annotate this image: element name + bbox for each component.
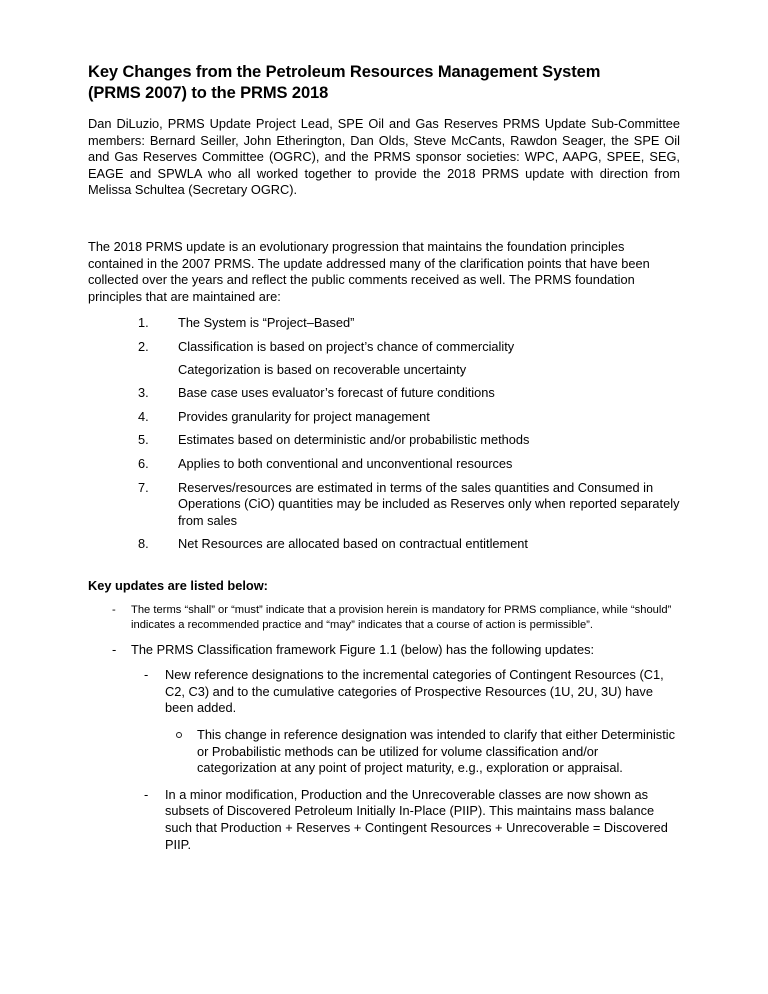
list-item-text: Base case uses evaluator’s forecast of future conditions xyxy=(178,385,495,401)
list-item xyxy=(88,385,680,402)
bullet-text: This change in reference designation was intended to clarify that either Deterministic or Probabilistic methods can be utilized for volume classification and/or categorization at any point of project maturity, e.g., exploration or appraisal. xyxy=(197,727,676,776)
list-item-text: Estimates based on deterministic and/or probabilistic methods xyxy=(178,432,530,448)
list-item-text: Reserves/resources are estimated in terms of the sales quantities and Consumed in Operations (CiO) quantities may be included as Reserves only when reported separately from sales xyxy=(178,479,680,528)
key-updates-heading: Key updates are listed below: xyxy=(88,577,268,593)
dash-bullet-icon: - xyxy=(112,641,117,657)
list-marker: 5. xyxy=(138,432,149,448)
list-item xyxy=(88,432,680,449)
circle-bullet-icon xyxy=(176,732,182,738)
list-item-text: Applies to both conventional and unconventional resources xyxy=(178,455,513,471)
list-item-text: The System is “Project–Based” xyxy=(178,315,355,331)
list-marker: 4. xyxy=(138,408,149,424)
key-updates-list xyxy=(88,603,680,853)
bullet-text: In a minor modification, Production and the Unrecoverable classes are now shown as subsets of Discovered Petroleum Initially In-Place (PIIP). This maintains mass balance such that Production + Reserves + Contingent Resources + Unrecoverable = Discovered PIIP. xyxy=(165,786,668,852)
list-marker: 6. xyxy=(138,455,149,471)
list-item-text: Classification is based on project’s chance of commerciality xyxy=(178,338,515,354)
list-item-text: Provides granularity for project management xyxy=(178,408,430,424)
credits-paragraph: Dan DiLuzio, PRMS Update Project Lead, SPE Oil and Gas Reserves PRMS Update Sub-Committee members: Bernard Seiller, John Etherington, Dan Olds, Steve McCants, Rawdon Seager, the SPE Oil and Gas Reserves Committee (OGRC), and the PRMS sponsor societies: WPC, AAPG, SPEE, SEG, EAGE and SPWLA who all worked together to provide the 2018 PRMS update with direction from Melissa Schultea (Secretary OGRC). xyxy=(88,116,680,198)
bullet-text: The PRMS Classification framework Figure 1.1 (below) has the following updates: xyxy=(131,641,595,657)
list-marker: 1. xyxy=(138,315,149,331)
list-item xyxy=(88,362,680,379)
intro-paragraph: The 2018 PRMS update is an evolutionary progression that maintains the foundation principles contained in the 2007 PRMS. The update addressed many of the clarification points that have been collected over the years and reflect the public comments received as well. The PRMS foundation principles that are maintained are: xyxy=(88,238,650,304)
list-item-text: Categorization is based on recoverable uncertainty xyxy=(178,361,467,377)
list-marker: 2. xyxy=(138,338,149,354)
bullet-text: New reference designations to the incremental categories of Contingent Resources (C1, C2, C3) and to the cumulative categories of Prospective Resources (1U, 2U, 3U) have been added. xyxy=(165,667,664,716)
list-item xyxy=(88,536,680,553)
list-marker: 7. xyxy=(138,479,149,495)
list-marker: 3. xyxy=(138,385,149,401)
bullet-new-reference-designations xyxy=(88,667,680,717)
foundation-principles-list xyxy=(88,315,680,553)
section-gap xyxy=(88,560,680,578)
dash-bullet-icon: - xyxy=(144,786,149,802)
document-content xyxy=(88,62,680,863)
list-item xyxy=(88,480,680,530)
bullet-text: The terms “shall” or “must” indicate that a provision herein is mandatory for PRMS compliance, while “should” indicates a recommended practice and “may” indicates that a course of action is permissible”. xyxy=(131,604,672,632)
paragraph-gap xyxy=(88,199,680,239)
list-item xyxy=(88,339,680,356)
bullet-framework xyxy=(88,642,680,659)
bullet-clarification xyxy=(88,727,680,777)
heading-gap xyxy=(88,594,680,603)
list-item xyxy=(88,409,680,426)
bullet-terms xyxy=(88,603,680,632)
list-item xyxy=(88,315,680,332)
dash-bullet-icon: - xyxy=(112,604,116,617)
list-marker: 8. xyxy=(138,536,149,552)
list-item-text: Net Resources are allocated based on contractual entitlement xyxy=(178,536,528,552)
bullet-minor-modification xyxy=(88,787,680,853)
list-item xyxy=(88,456,680,473)
page-title: Key Changes from the Petroleum Resources Management System (PRMS 2007) to the PRMS 2018 xyxy=(88,63,601,102)
dash-bullet-icon: - xyxy=(144,667,149,683)
